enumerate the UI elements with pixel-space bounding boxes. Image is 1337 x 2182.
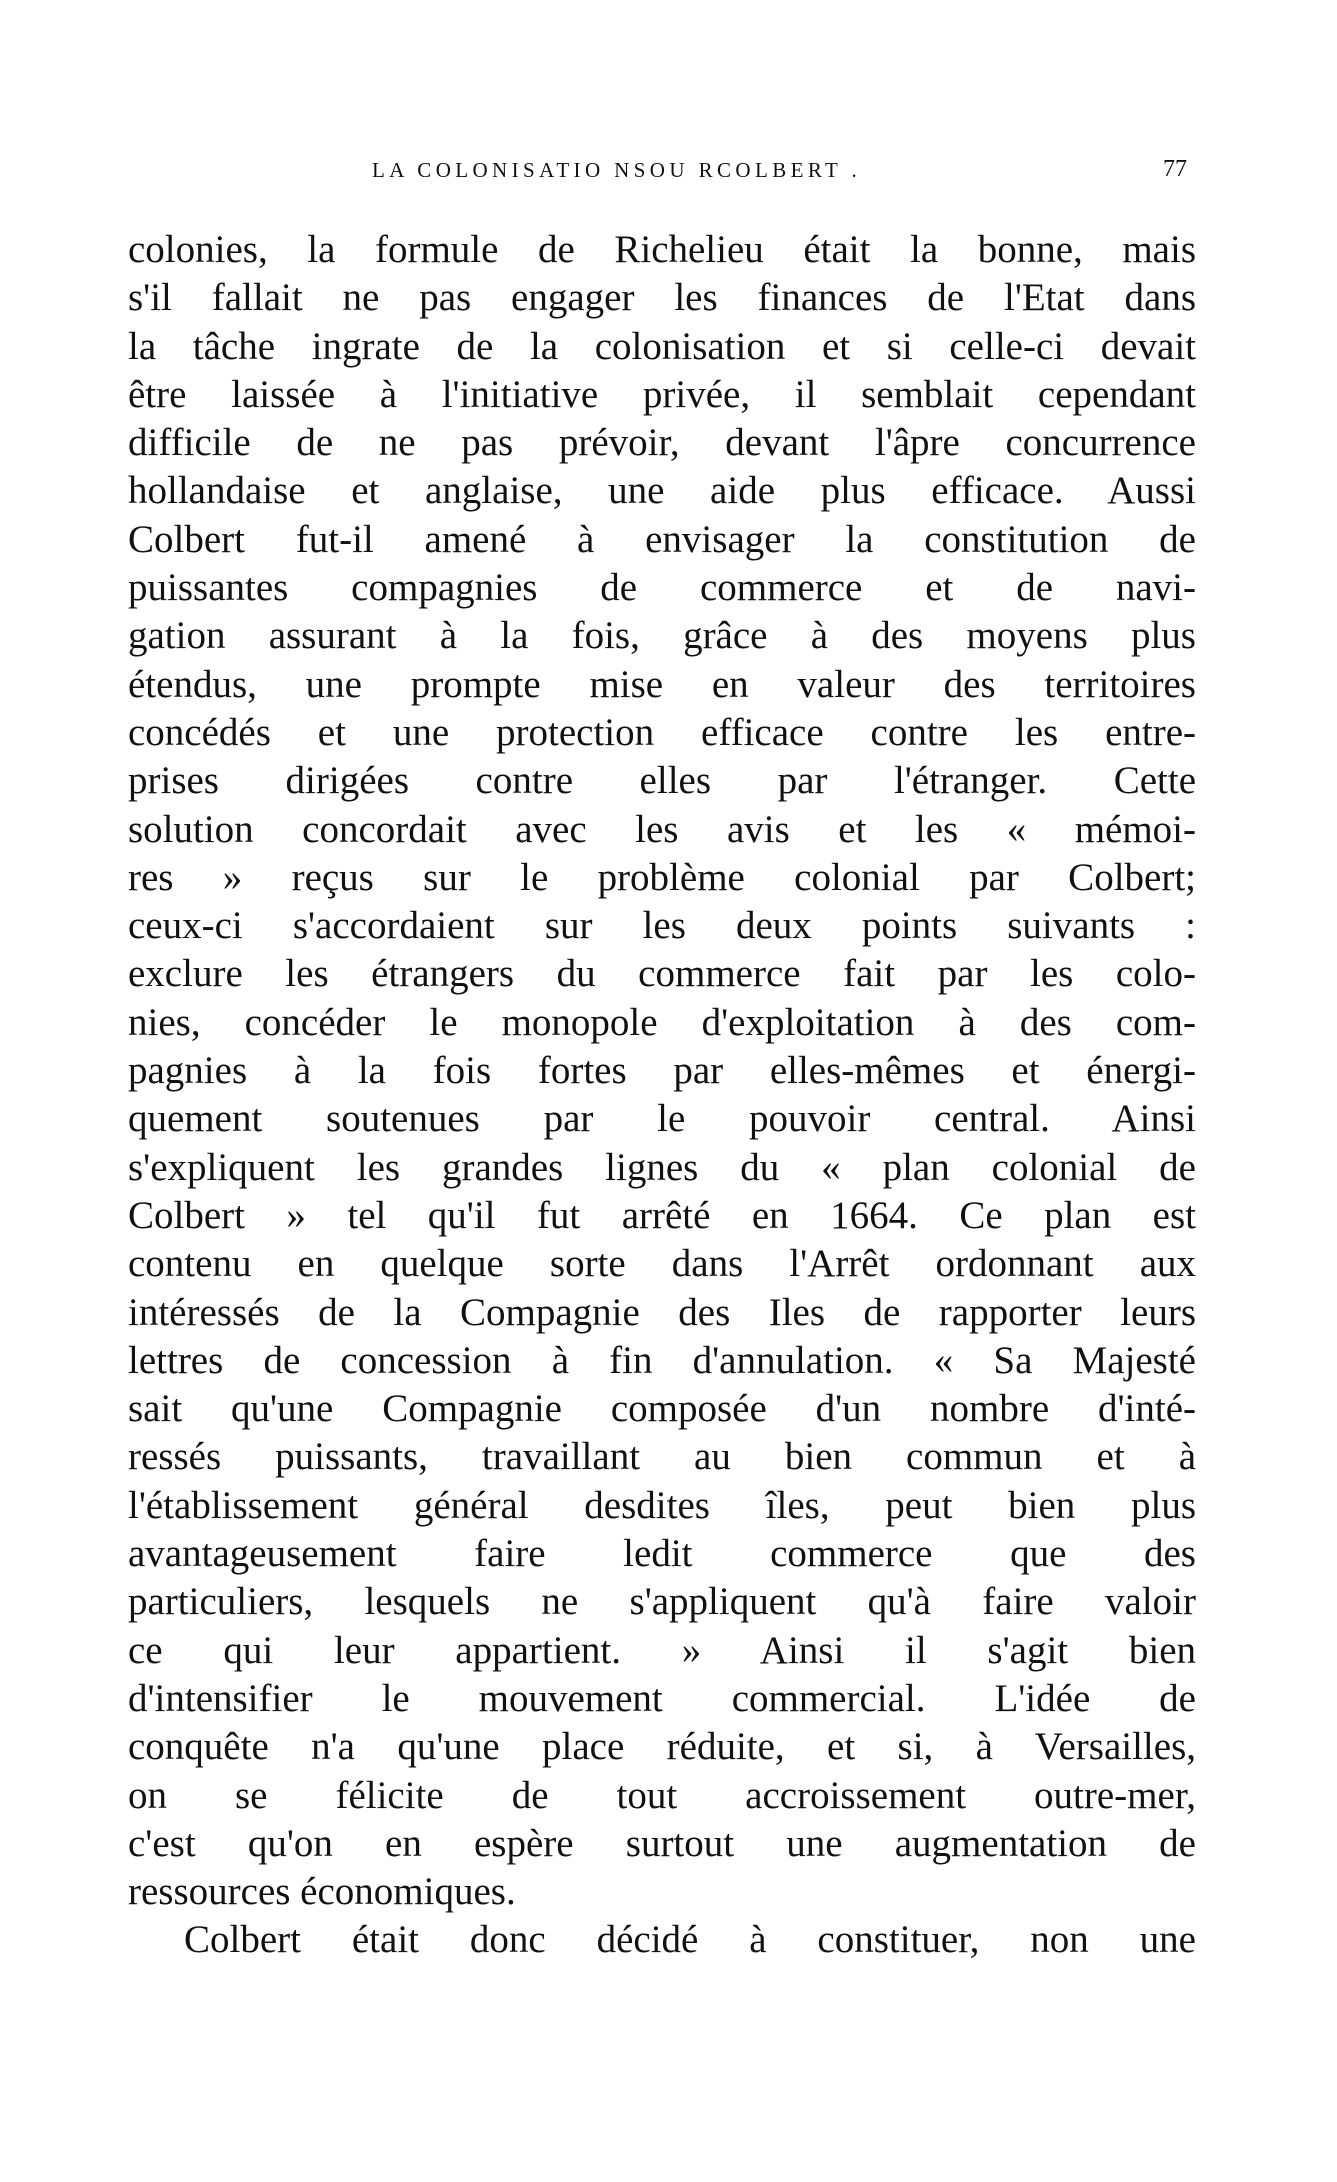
text-line: pagnies à la fois fortes par elles-mêmes et énergi- [128, 1049, 1196, 1093]
text-line: difficile de ne pas prévoir, devant l'âpre concurrence [128, 421, 1196, 465]
text-line: colonies, la formule de Richelieu était la bonne, mais [128, 228, 1196, 271]
text-line: ceux-ci s'accordaient sur les deux points suivants : [128, 904, 1196, 948]
text-line: s'il fallait ne pas engager les finances de l'Etat dans [128, 276, 1196, 320]
text-line: étendus, une prompte mise en valeur des territoires [128, 662, 1196, 706]
page-number: 77 [1163, 156, 1187, 182]
paragraph-first-line: Colbert était donc décidé à constituer, non une [184, 1918, 1196, 1962]
text-line: prises dirigées contre elles par l'étranger. Cette [128, 759, 1196, 803]
text-line: la tâche ingrate de la colonisation et si celle-ci devait [128, 324, 1196, 368]
body-text [128, 226, 1196, 1965]
text-line: nies, concéder le monopole d'exploitation à des com- [128, 1000, 1196, 1044]
text-line: contenu en quelque sorte dans l'Arrêt ordonnant aux [128, 1242, 1196, 1286]
text-line: on se félicite de tout accroissement outre-mer, [128, 1773, 1196, 1817]
text-line: Colbert » tel qu'il fut arrêté en 1664. Ce plan est [128, 1193, 1196, 1237]
text-line: être laissée à l'initiative privée, il semblait cependant [128, 372, 1196, 416]
text-line: s'expliquent les grandes lignes du « plan colonial de [128, 1145, 1196, 1189]
text-line: puissantes compagnies de commerce et de navi- [128, 566, 1196, 610]
text-line: l'établissement général desdites îles, peut bien plus [128, 1483, 1196, 1527]
text-line: d'intensifier le mouvement commercial. L'idée de [128, 1676, 1196, 1720]
text-line: ce qui leur appartient. » Ainsi il s'agit bien [128, 1628, 1196, 1672]
text-line: gation assurant à la fois, grâce à des moyens plus [128, 614, 1196, 658]
text-line: hollandaise et anglaise, une aide plus efficace. Aussi [128, 469, 1196, 513]
paragraph-last-line: ressources économiques. [128, 1870, 516, 1914]
text-line: ressés puissants, travaillant au bien commun et à [128, 1435, 1196, 1479]
text-line: c'est qu'on en espère surtout une augmentation de [128, 1821, 1196, 1865]
text-line: conquête n'a qu'une place réduite, et si, à Versailles, [128, 1725, 1196, 1769]
text-line: Colbert fut-il amené à envisager la constitution de [128, 517, 1196, 561]
text-line: concédés et une protection efficace contre les entre- [128, 710, 1196, 754]
text-line: avantageusement faire ledit commerce que des [128, 1532, 1196, 1576]
text-line: lettres de concession à fin d'annulation. « Sa Majesté [128, 1338, 1196, 1382]
text-line: sait qu'une Compagnie composée d'un nombre d'inté- [128, 1387, 1196, 1431]
text-line: solution concordait avec les avis et les « mémoi- [128, 807, 1196, 851]
running-head: LA COLONISATIO NSOU RCOLBERT . [372, 158, 862, 182]
text-line: intéressés de la Compagnie des Iles de rapporter leurs [128, 1290, 1196, 1334]
text-line: res » reçus sur le problème colonial par Colbert; [128, 855, 1196, 899]
text-line: quement soutenues par le pouvoir central. Ainsi [128, 1097, 1196, 1141]
text-line: exclure les étrangers du commerce fait par les colo- [128, 952, 1196, 996]
text-line: particuliers, lesquels ne s'appliquent qu'à faire valoir [128, 1580, 1196, 1624]
